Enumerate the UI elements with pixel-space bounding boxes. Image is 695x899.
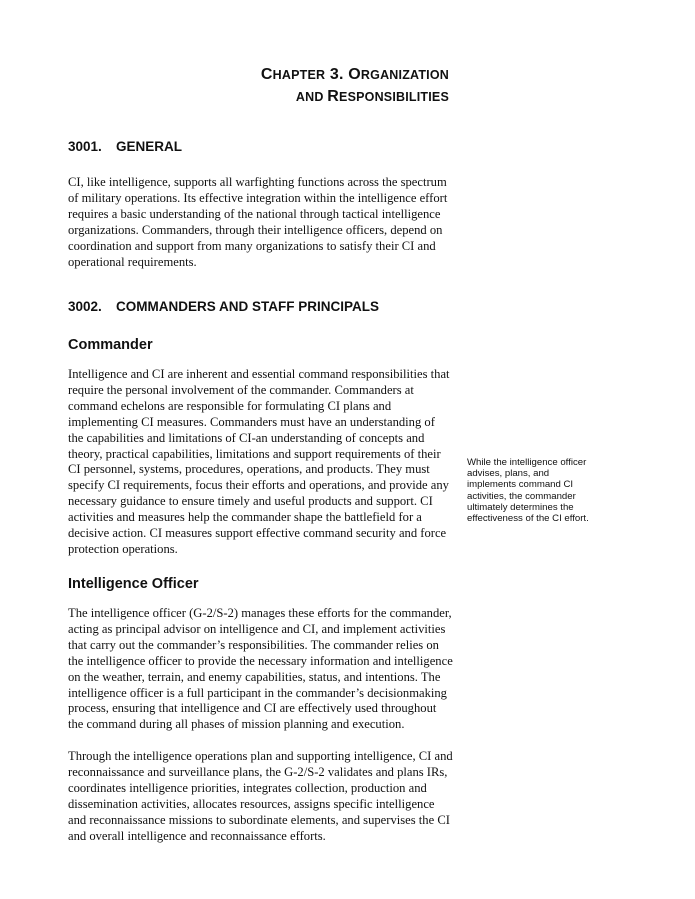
section-heading-3002 bbox=[68, 299, 379, 314]
commander-heading: Commander bbox=[68, 337, 153, 353]
section-title: GENERAL bbox=[116, 139, 183, 154]
section-number: 3002. bbox=[68, 299, 102, 314]
general-paragraph: CI, like intelligence, supports all warfighting functions across the spectrum of military operations. Its effective integration within the intelligence effort requires a basic understanding of the national through tactical intelligence organizations. Commanders, through their intelligence officers, depend on coordination and support from many organizations to satisfy their CI and operational requirements. bbox=[68, 175, 448, 269]
commander-paragraph: Intelligence and CI are inherent and essential command responsibilities that require the personal involvement of the commander. Commanders at command echelons are responsible for formulating CI plans and implementing CI measures. Commanders must have an understanding of the capabilities and limitations of CI-an understanding of concepts and theory, practical capabilities, limitations and support requirements of their CI personnel, systems, procedures, operations, and products. They must specify CI requirements, focus their efforts and operations, and provide any necessary guidance to ensure timely and useful products and support. CI activities and measures help the commander shape the battlefield for a decisive action. CI measures support effective command security and force protection operations. bbox=[68, 367, 450, 556]
chapter-title-line-1: CHAPTER 3. ORGANIZATION bbox=[260, 66, 449, 83]
intelligence-officer-paragraph-1: The intelligence officer (G-2/S-2) manages these efforts for the commander, acting as principal advisor on intelligence and CI, and implement activities that carry out the commander’s responsibilities. The commander relies on the intelligence officer to provide the necessary information and intelligence on the weather, terrain, and enemy capabilities, status, and intentions. The intelligence officer is a full participant in the commander’s decisionmaking process, ensuring that intelligence and CI are effectively used throughout the command during all phases of mission planning and execution. bbox=[68, 606, 453, 732]
chapter-title-line-2: AND RESPONSIBILITIES bbox=[295, 88, 449, 105]
chapter-title bbox=[109, 64, 449, 108]
section-number: 3001. bbox=[68, 139, 102, 154]
margin-note: While the intelligence officer advises, plans, and implements command CI activities, the commander ultimately determines the effectiveness of the CI effort. bbox=[467, 457, 589, 525]
section-heading-3001 bbox=[68, 139, 182, 154]
intelligence-officer-paragraph-2: Through the intelligence operations plan and supporting intelligence, CI and reconnaissance and surveillance plans, the G-2/S-2 validates and plans IRs, coordinates intelligence priorities, integrates collection, production and dissemination activities, allocates resources, assigns specific intelligence and reconnaissance missions to subordinate elements, and supervises the CI and overall intelligence and reconnaissance efforts. bbox=[68, 749, 453, 843]
section-title: COMMANDERS AND STAFF PRINCIPALS bbox=[116, 299, 379, 314]
intelligence-officer-heading: Intelligence Officer bbox=[68, 576, 199, 592]
